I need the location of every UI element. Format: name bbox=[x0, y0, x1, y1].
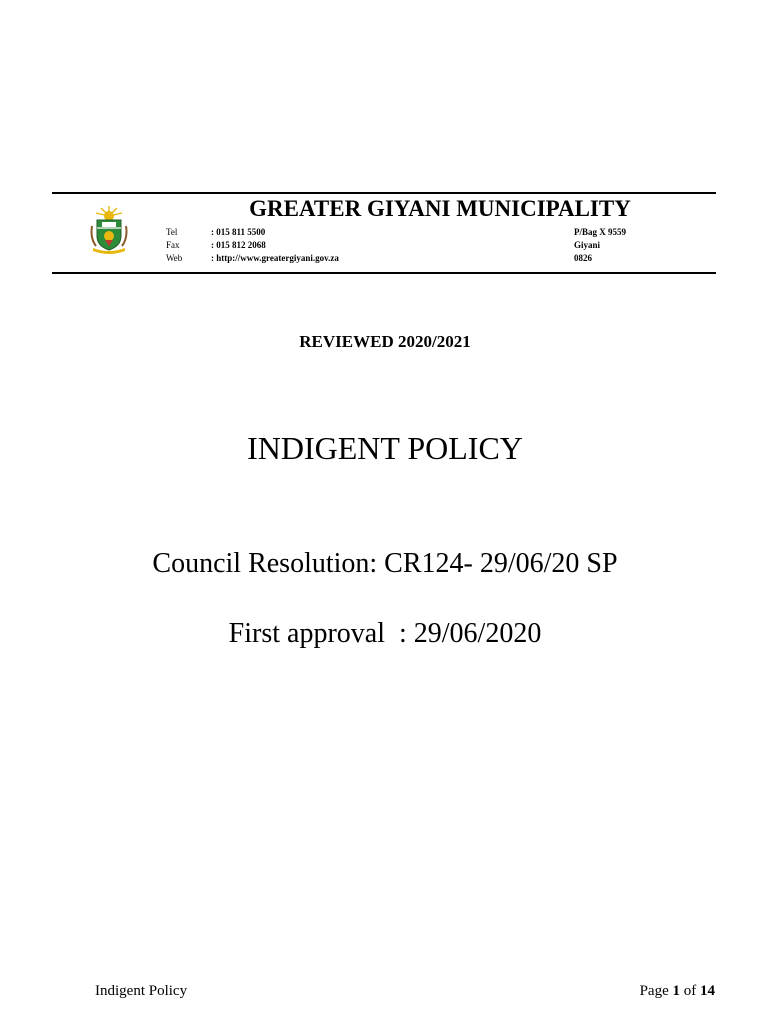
page-prefix: Page bbox=[639, 983, 673, 999]
postal-address bbox=[574, 226, 626, 265]
postal-town: Giyani bbox=[574, 240, 601, 250]
page-total: 14 bbox=[700, 983, 715, 999]
council-resolution: Council Resolution: CR124- 29/06/20 SP bbox=[152, 548, 618, 579]
page-current: 1 bbox=[672, 983, 680, 999]
page-of: of bbox=[680, 983, 700, 999]
footer-page-number bbox=[640, 983, 715, 1000]
fax-label: Fax bbox=[166, 240, 180, 250]
document-title: INDIGENT POLICY bbox=[247, 430, 523, 466]
web-value: : http://www.greatergiyani.gov.za bbox=[211, 253, 339, 263]
first-approval: First approval : 29/06/2020 bbox=[228, 618, 542, 649]
contact-labels bbox=[166, 226, 182, 265]
footer-document-name: Indigent Policy bbox=[95, 983, 188, 999]
contact-values bbox=[211, 226, 339, 265]
postal-code: 0826 bbox=[574, 253, 592, 263]
municipal-crest-icon bbox=[88, 204, 130, 254]
letterhead-top-rule bbox=[52, 192, 716, 194]
postal-bag: P/Bag X 9559 bbox=[574, 227, 627, 237]
organization-name: GREATER GIYANI MUNICIPALITY bbox=[249, 196, 631, 221]
reviewed-heading: REVIEWED 2020/2021 bbox=[299, 332, 471, 351]
fax-value: : 015 812 2068 bbox=[211, 240, 266, 250]
tel-value: : 015 811 5500 bbox=[211, 227, 266, 237]
letterhead-bottom-rule bbox=[52, 272, 716, 274]
tel-label: Tel bbox=[166, 227, 178, 237]
web-label: Web bbox=[166, 253, 183, 263]
